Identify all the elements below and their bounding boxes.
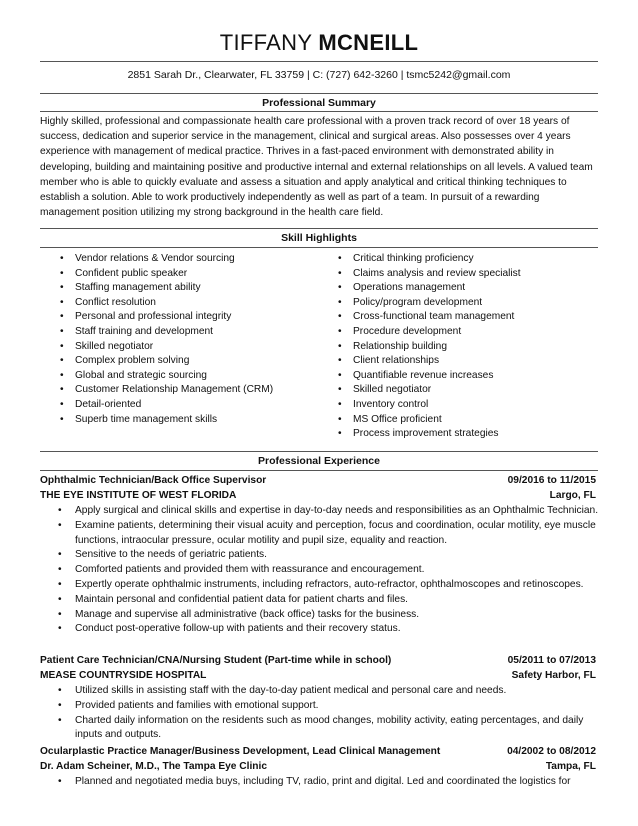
skill-item: • Policy/program development — [338, 296, 521, 311]
job-location: Largo, FL — [549, 489, 596, 501]
job-header — [40, 474, 596, 503]
job-title: Ocularplastic Practice Manager/Business Development, Lead Clinical Management — [40, 746, 441, 757]
job-location: Tampa, FL — [545, 760, 596, 772]
skill-item: • Customer Relationship Management (CRM) — [60, 383, 273, 398]
job-employer: Dr. Adam Scheiner, M.D., The Tampa Eye Clinic — [40, 760, 268, 772]
summary-text: Highly skilled, professional and compassionate health care professional with a proven track record of over 18 years of success, dedication and superior service in the management, clinical and surgical areas. Also possesses over 4 years experience with management of medical practice. Thrives in a fast-paced environment with demonstrated ability in developing, building and maintaining positive and productive internal and external relationships on all levels. A valued team member who is able to quickly evaluate and assess a situation and apply analytical and critical thinking techniques to establish a solution. Able to work productively independently as well as part of a team. In pursuit of a rewarding management position utilizing my strong background in the health care field. — [40, 116, 593, 219]
job-dates: 09/2016 to 11/2015 — [507, 475, 596, 486]
job-bullet: • Apply surgical and clinical skills and expertise in day-to-day needs and responsibilities as an Ophthalmic Technician. — [58, 504, 600, 519]
job-bullets — [58, 504, 600, 637]
skill-item: • Client relationships — [338, 354, 521, 369]
skill-item: • Procedure development — [338, 325, 521, 340]
job-bullets — [58, 775, 600, 790]
skill-item: • Global and strategic sourcing — [60, 369, 273, 384]
skill-item: • MS Office proficient — [338, 413, 521, 428]
skill-item: • Claims analysis and review specialist — [338, 267, 521, 282]
job-dates: 04/2002 to 08/2012 — [507, 746, 596, 757]
skills-title-divider — [40, 247, 598, 248]
job-bullet: • Provided patients and families with emotional support. — [58, 699, 600, 714]
skills-section-title: Skill Highlights — [281, 232, 357, 244]
skills-left-column — [60, 252, 273, 427]
job-location: Safety Harbor, FL — [511, 669, 596, 681]
job-bullet: • Utilized skills in assisting staff with the day-to-day patient medical and personal care and needs. — [58, 684, 600, 699]
candidate-name — [0, 30, 638, 56]
skill-item: • Vendor relations & Vendor sourcing — [60, 252, 273, 267]
skill-item: • Skilled negotiator — [338, 383, 521, 398]
last-name: MCNEILL — [318, 30, 419, 55]
job-bullet: • Examine patients, determining their visual acuity and perception, focus and coordination, ocular motility, eye muscle functions, intraocular pressure, ocular motility and pupil size, equality and reaction. — [58, 519, 600, 549]
job-bullet: • Comforted patients and provided them with reassurance and encouragement. — [58, 563, 600, 578]
skill-item: • Inventory control — [338, 398, 521, 413]
experience-section-title: Professional Experience — [258, 455, 380, 467]
skill-item: • Complex problem solving — [60, 354, 273, 369]
skill-item: • Relationship building — [338, 340, 521, 355]
skill-item: • Operations management — [338, 281, 521, 296]
skill-item: • Conflict resolution — [60, 296, 273, 311]
skill-item: • Process improvement strategies — [338, 427, 521, 442]
skill-item: • Superb time management skills — [60, 413, 273, 428]
skill-item: • Personal and professional integrity — [60, 310, 273, 325]
job-bullet: • Planned and negotiated media buys, including TV, radio, print and digital. Led and coordinated the logistics for — [58, 775, 600, 790]
skill-item: • Skilled negotiator — [60, 340, 273, 355]
job-header — [40, 745, 596, 774]
job-bullet: • Conduct post-operative follow-up with patients and their recovery status. — [58, 622, 600, 637]
skill-item: • Critical thinking proficiency — [338, 252, 521, 267]
header-divider — [40, 61, 598, 62]
skills-top-divider — [40, 228, 598, 229]
job-title: Ophthalmic Technician/Back Office Supervisor — [40, 475, 267, 486]
summary-top-divider — [40, 93, 598, 94]
skill-item: • Staffing management ability — [60, 281, 273, 296]
job-bullet: • Maintain personal and confidential patient data for patient charts and files. — [58, 593, 600, 608]
contact-line: 2851 Sarah Dr., Clearwater, FL 33759 | C: (727) 642-3260 | tsmc5242@gmail.com — [127, 69, 511, 81]
experience-top-divider — [40, 451, 598, 452]
job-bullet: • Manage and supervise all administrative (back office) tasks for the business. — [58, 608, 600, 623]
skill-item: • Cross-functional team management — [338, 310, 521, 325]
job-dates: 05/2011 to 07/2013 — [507, 655, 596, 666]
skills-right-column — [338, 252, 521, 442]
summary-section-title: Professional Summary — [262, 97, 376, 109]
job-header — [40, 654, 596, 683]
skill-item: • Staff training and development — [60, 325, 273, 340]
skill-item: • Detail-oriented — [60, 398, 273, 413]
first-name: TIFFANY — [219, 30, 312, 55]
job-employer: THE EYE INSTITUTE OF WEST FLORIDA — [40, 489, 237, 501]
job-bullet: • Charted daily information on the residents such as mood changes, mobility activity, eating percentages, and daily inputs and outputs. — [58, 714, 600, 744]
job-bullet: • Sensitive to the needs of geriatric patients. — [58, 548, 600, 563]
job-bullet: • Expertly operate ophthalmic instruments, including refractors, auto-refractor, ophthalmoscopes and retinoscopes. — [58, 578, 600, 593]
skill-item: • Confident public speaker — [60, 267, 273, 282]
job-bullets — [58, 684, 600, 743]
job-title: Patient Care Technician/CNA/Nursing Student (Part-time while in school) — [40, 655, 392, 666]
skill-item: • Quantifiable revenue increases — [338, 369, 521, 384]
experience-title-divider — [40, 470, 598, 471]
job-employer: MEASE COUNTRYSIDE HOSPITAL — [40, 669, 207, 681]
summary-title-divider — [40, 111, 598, 112]
